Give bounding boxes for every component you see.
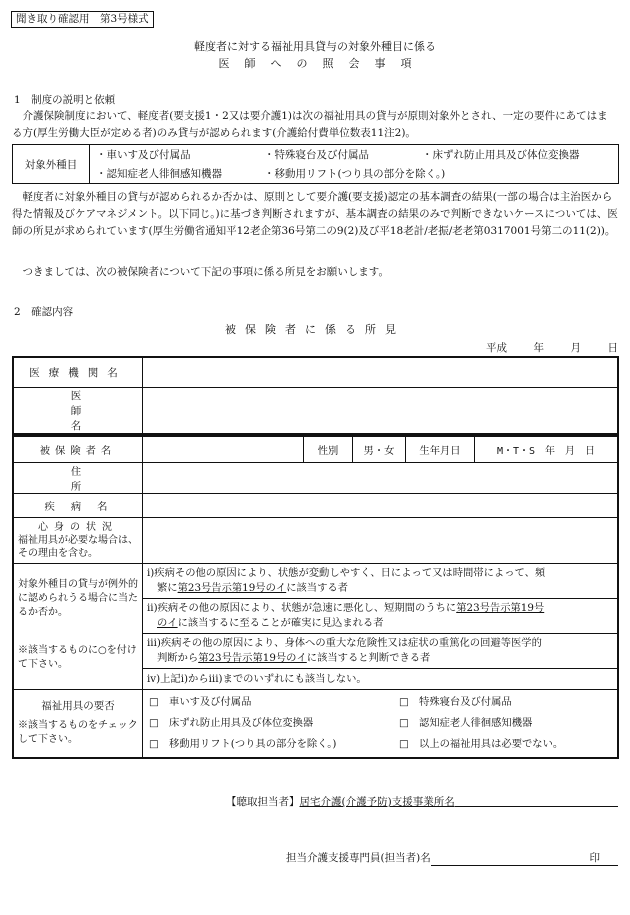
medical-institution-field[interactable]	[143, 357, 619, 387]
dob-label: 生年月日	[406, 436, 475, 462]
care-manager-field[interactable]	[286, 850, 618, 868]
text: 判断から	[157, 651, 199, 664]
patient-name-label: 被保険者名	[13, 436, 143, 462]
disease-label: 疾病名	[13, 493, 143, 517]
section1-paragraph-1: 介護保険制度において、軽度者(要支援1・2又は要介護1)は次の福祉用具の貸与が原則対象外とされ、一定の要件にあてはまる方(厚生労働大臣が定める者)のみ貸与が認められます(介護給付費単位数表11注2)。	[12, 110, 608, 139]
address-label: 住所	[13, 462, 143, 493]
notice-reference: 第23号告示第19号	[456, 601, 545, 614]
notice-reference: 第23号告示第19号のイ	[198, 651, 307, 664]
title-line-1: 軽度者に対する福祉用具貸与の対象外種目に係る	[194, 40, 436, 53]
condition-field[interactable]	[143, 517, 619, 563]
doctor-name-field[interactable]	[143, 387, 619, 434]
excluded-item: ・認知症老人徘徊感知機器	[90, 164, 261, 184]
condition-label-note: 福祉用具が必要な場合は、その理由を含む。	[18, 534, 138, 559]
need-checkbox[interactable]: □ 床ずれ防止用具及び体位変換器	[149, 716, 314, 729]
dob-field[interactable]: M・T・S 年 月 日	[475, 436, 619, 462]
need-checkbox[interactable]: □ 車いす及び付属品	[149, 695, 252, 708]
office-field[interactable]	[226, 794, 618, 809]
condition-label	[13, 517, 143, 563]
date-year: 年	[533, 342, 544, 354]
exception-options	[143, 563, 619, 689]
condition-label-title: 心身の状況	[38, 521, 118, 533]
exception-option-2-line1	[147, 601, 613, 616]
need-note: ※該当するものをチェックして下さい。	[18, 720, 138, 745]
text: に該当するに至ることが確実に見込まれる者	[177, 616, 384, 629]
exception-option-3[interactable]	[143, 634, 617, 669]
date-era: 平成	[486, 342, 507, 354]
office-line	[455, 794, 618, 807]
exception-label-text: 対象外種目の貸与が例外的に認められうる場合に当たるか否か。	[18, 578, 138, 618]
notice-reference: 第23号告示第19号のイ	[177, 581, 287, 594]
date-day: 日	[607, 342, 618, 354]
office-label: 居宅介護(介護予防)支援事業所名	[299, 796, 455, 808]
text: に該当する者	[286, 581, 348, 594]
sex-label: 性別	[304, 436, 353, 462]
medical-institution-label: 医療機関名	[13, 357, 143, 387]
exception-label	[13, 563, 143, 689]
text: ii)疾病その他の原因により、状態が急速に悪化し、短期間のうちに	[147, 601, 457, 614]
exception-option-1-line1: i)疾病その他の原因により、状態が変動しやすく、日によって又は時間帯によって、頻	[147, 566, 546, 579]
form-number: 聞き取り確認用 第3号様式	[11, 11, 154, 28]
seal: 印	[431, 850, 618, 866]
exception-option-2-line2	[147, 616, 613, 631]
patient-name-field[interactable]	[143, 436, 304, 462]
doctor-table	[12, 356, 619, 435]
excluded-items-label: 対象外種目	[13, 145, 90, 184]
excluded-item: ・特殊寝台及び付属品	[260, 145, 418, 165]
section1-heading: 1 制度の説明と依頼	[14, 94, 116, 106]
disease-field[interactable]	[143, 493, 619, 517]
exception-note: ※該当するものに○を付けて下さい。	[18, 644, 137, 670]
exception-option-4[interactable]: iv)上記i)からiii)までのいずれにも該当しない。	[147, 672, 367, 685]
excluded-item: ・床ずれ防止用具及び体位変換器	[418, 145, 619, 165]
section1-paragraph-2: 軽度者に対象外種目の貸与が認められるか否かは、原則として要介護(要支援)認定の基本調査の結果(一部の場合は主治医から得た情報及びケアマネジメント。以下同じ。)に基づき判断されますが、基本調査の結果のみで判断できないケースについては、医師の所見が求められています(厚生労働省通知平12老企第36号第二の9(2)及び平18老計/老振/老老第0317001号第二の11(2))。	[12, 191, 618, 237]
interviewer-tag: 【聴取担当者】	[226, 796, 300, 808]
text: に該当すると判断できる者	[306, 651, 431, 664]
need-label	[13, 689, 143, 758]
need-checkbox[interactable]: □ 特殊寝台及び付属品	[399, 695, 512, 708]
need-label-title: 福祉用具の要否	[41, 700, 115, 712]
title-line-2: 医師への照会事項	[218, 57, 427, 70]
section2-heading: 2 確認内容	[14, 306, 74, 318]
exception-option-1[interactable]	[143, 564, 617, 599]
address-field[interactable]	[143, 462, 619, 493]
date-field[interactable]	[486, 340, 618, 355]
exception-option-1-line2	[147, 581, 613, 596]
sex-options[interactable]: 男・女	[353, 436, 406, 462]
date-month: 月	[570, 342, 581, 354]
exception-option-2[interactable]	[143, 599, 617, 634]
exception-option-3-line1: iii)疾病その他の原因により、身体への重大な危険性又は症状の重篤化の回避等医学的	[147, 636, 542, 649]
excluded-item: ・車いす及び付属品	[90, 145, 261, 165]
need-checkbox[interactable]: □ 以上の福祉用具は必要でない。	[399, 737, 564, 750]
findings-subtitle: 被保険者に係る所見	[225, 323, 405, 336]
excluded-item: ・移動用リフト(つり具の部分を除く。)	[260, 164, 619, 184]
patient-table	[12, 435, 619, 759]
section1-paragraph-3: つきましては、次の被保険者について下記の事項に係る所見をお願いします。	[22, 266, 389, 278]
doctor-name-label: 医師名	[13, 387, 143, 434]
need-checkbox[interactable]: □ 移動用リフト(つり具の部分を除く。)	[149, 737, 337, 750]
need-options	[143, 689, 619, 758]
text: 繁に	[157, 581, 178, 594]
care-manager-label: 担当介護支援専門員(担当者)名	[286, 852, 431, 864]
notice-reference: のイ	[157, 616, 178, 629]
exception-option-3-line2	[147, 651, 613, 666]
excluded-items-table	[12, 144, 619, 184]
need-checkbox[interactable]: □ 認知症老人徘徊感知機器	[399, 716, 533, 729]
